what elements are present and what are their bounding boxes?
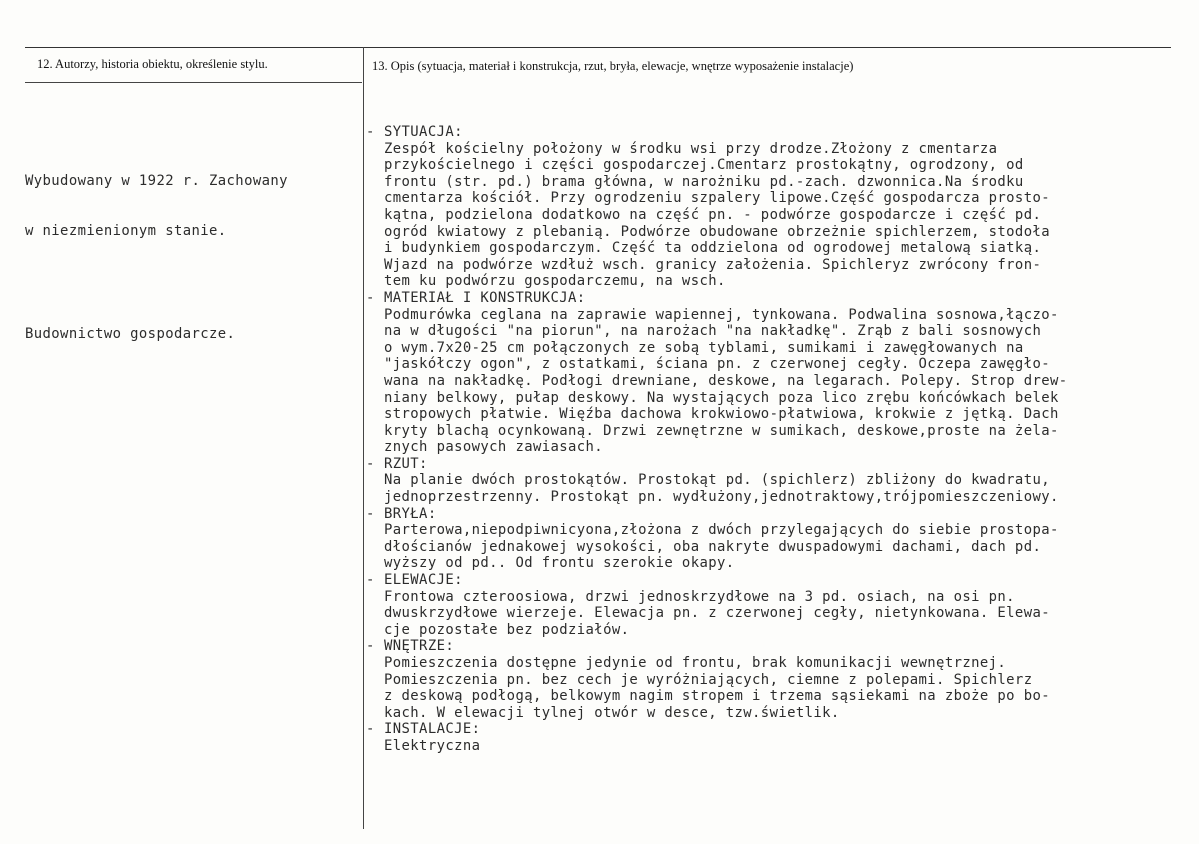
section-title — [366, 124, 1068, 141]
left-header-divider — [25, 82, 362, 83]
section-line: Na planie dwóch prostokątów. Prostokąt pd. (spichlerz) zbliżony do kwadratu, — [384, 472, 1050, 489]
section-title-text: INSTALACJE: — [384, 721, 481, 738]
section-line: dłościanów jednakowej wysokości, oba nakryte dwuspadowymi dachami, dach pd. — [384, 538, 1042, 555]
section-line: frontu (str. pd.) brama główna, w narożniku pd.-zach. dzwonnica.Na środku — [384, 173, 1024, 190]
section-line: o wym.7x20-25 cm połączonych ze sobą tyblami, sumikami i zawęgłowanych na — [384, 339, 1024, 356]
section-line: dwuskrzydłowe wierzeje. Elewacja pn. z czerwonej cegły, nietynkowana. Elewa- — [384, 605, 1050, 622]
section-title — [366, 290, 1068, 307]
dash-bullet: - — [366, 455, 375, 472]
section-line: Pomieszczenia dostępne jedynie od frontu, brak komunikacji wewnętrznej. — [384, 655, 1007, 671]
dash-bullet: - — [366, 572, 375, 589]
section-line: niany belkowy, pułap deskowy. Na wystających poza lico zrębu końcówkach belek — [384, 389, 1059, 406]
section-title — [366, 506, 1068, 523]
section-line: Parterowa,niepodpiwnicyona,złożona z dwóch przylegających do siebie prostopa- — [384, 522, 1059, 539]
left-text-line: Wybudowany w 1922 r. Zachowany — [25, 173, 288, 190]
section-line: kach. W elewacji tylnej otwór w desce, tzw.świetlik. — [384, 704, 840, 721]
left-text-line: Budownictwo gospodarcze. — [25, 325, 236, 342]
section-line: tem ku podwórzu gospodarczemu, na wsch. — [384, 273, 726, 290]
section-line: i budynkiem gospodarczym. Część ta oddzielona od ogrodowej metalową siatką. — [384, 240, 1042, 257]
section-title — [366, 456, 1068, 473]
section-title — [366, 572, 1068, 589]
dash-bullet: - — [366, 638, 375, 655]
description-body — [366, 124, 1068, 755]
top-border-line — [25, 47, 1171, 48]
section-line: z deskową podłogą, belkowym nagim stropem i trzema sąsiekami na zboże po bo- — [384, 688, 1050, 705]
dash-bullet: - — [366, 505, 375, 522]
column-divider — [363, 47, 364, 829]
section-line: "jaskółczy ogon", z ostatkami, ściana pn. z czerwonej cegły. Oczepa zawęgło- — [384, 356, 1050, 373]
section-line: Wjazd na podwórze wzdłuż wsch. granicy założenia. Spichleryz zwrócony fron- — [384, 256, 1042, 273]
dash-bullet: - — [366, 124, 375, 140]
section-title-text: BRYŁA: — [384, 505, 437, 522]
section-line: na w długości "na piorun", na narożach "na nakładkę". Zrąb z bali sosnowych — [384, 323, 1042, 340]
section-line: znych pasowych zawiasach. — [384, 439, 604, 456]
left-column-text — [25, 140, 288, 359]
section-line: Elektryczna — [384, 737, 481, 754]
section-title-text: RZUT: — [384, 455, 428, 472]
section-line: wana na nakładkę. Podłogi drewniane, deskowe, na legarach. Polepy. Strop drew- — [384, 372, 1068, 389]
section-title — [366, 721, 1068, 738]
section-line: cje pozostałe bez podziałów. — [384, 621, 630, 638]
section-line: wyższy od pd.. Od frontu szerokie okapy. — [384, 555, 735, 572]
dash-bullet: - — [366, 289, 375, 306]
dash-bullet: - — [366, 721, 375, 738]
left-column-header: 12. Autorzy, historia obiektu, określenie stylu. — [37, 57, 268, 71]
section-line: ogród kwiatowy z plebanią. Podwórze obudowane obrzeżnie spichlerzem, stodoła — [384, 223, 1050, 240]
section-line: przykościelnego i części gospodarczej.Cmentarz prostokątny, ogrodzony, od — [384, 157, 1024, 174]
section-line: Zespół kościelny położony w środku wsi przy drodze.Złożony z cmentarza — [384, 140, 998, 157]
section-line: kątna, podzielona dodatkowo na część pn. - podwórze gospodarcze i część pd. — [384, 206, 1042, 223]
section-title — [366, 638, 1068, 655]
section-line: kryty blachą ocynkowaną. Drzwi zewnętrzne w sumikach, deskowe,proste na żela- — [384, 422, 1059, 439]
section-title-text: SYTUACJA: — [384, 124, 463, 140]
section-line: stropowych płatwie. Więźba dachowa krokwiowo-płatwiowa, krokwie z jętką. Dach — [384, 406, 1059, 423]
section-title-text: WNĘTRZE: — [384, 638, 455, 655]
section-line: cmentarza kościół. Przy ogrodzeniu szpalery lipowe.Część gospodarcza prosto- — [384, 190, 1050, 207]
section-line: Frontowa czteroosiowa, drzwi jednoskrzydłowe na 3 pd. osiach, na osi pn. — [384, 588, 1015, 605]
section-title-text: MATERIAŁ I KONSTRUKCJA: — [384, 289, 586, 306]
section-line: Podmurówka ceglana na zaprawie wapiennej, tynkowana. Podwalina sosnowa,łączo- — [384, 306, 1059, 323]
right-column-header: 13. Opis (sytuacja, materiał i konstrukcja, rzut, bryła, elewacje, wnętrze wyposażenie instalacje) — [372, 59, 854, 73]
section-line: jednoprzestrzenny. Prostokąt pn. wydłużony,jednotraktowy,trójpomieszczeniowy. — [384, 489, 1059, 506]
section-line: Pomieszczenia pn. bez cech je wyróżniających, ciemne z polepami. Spichlerz — [384, 671, 1033, 688]
left-text-line: w niezmienionym stanie. — [25, 222, 227, 239]
section-title-text: ELEWACJE: — [384, 572, 463, 589]
